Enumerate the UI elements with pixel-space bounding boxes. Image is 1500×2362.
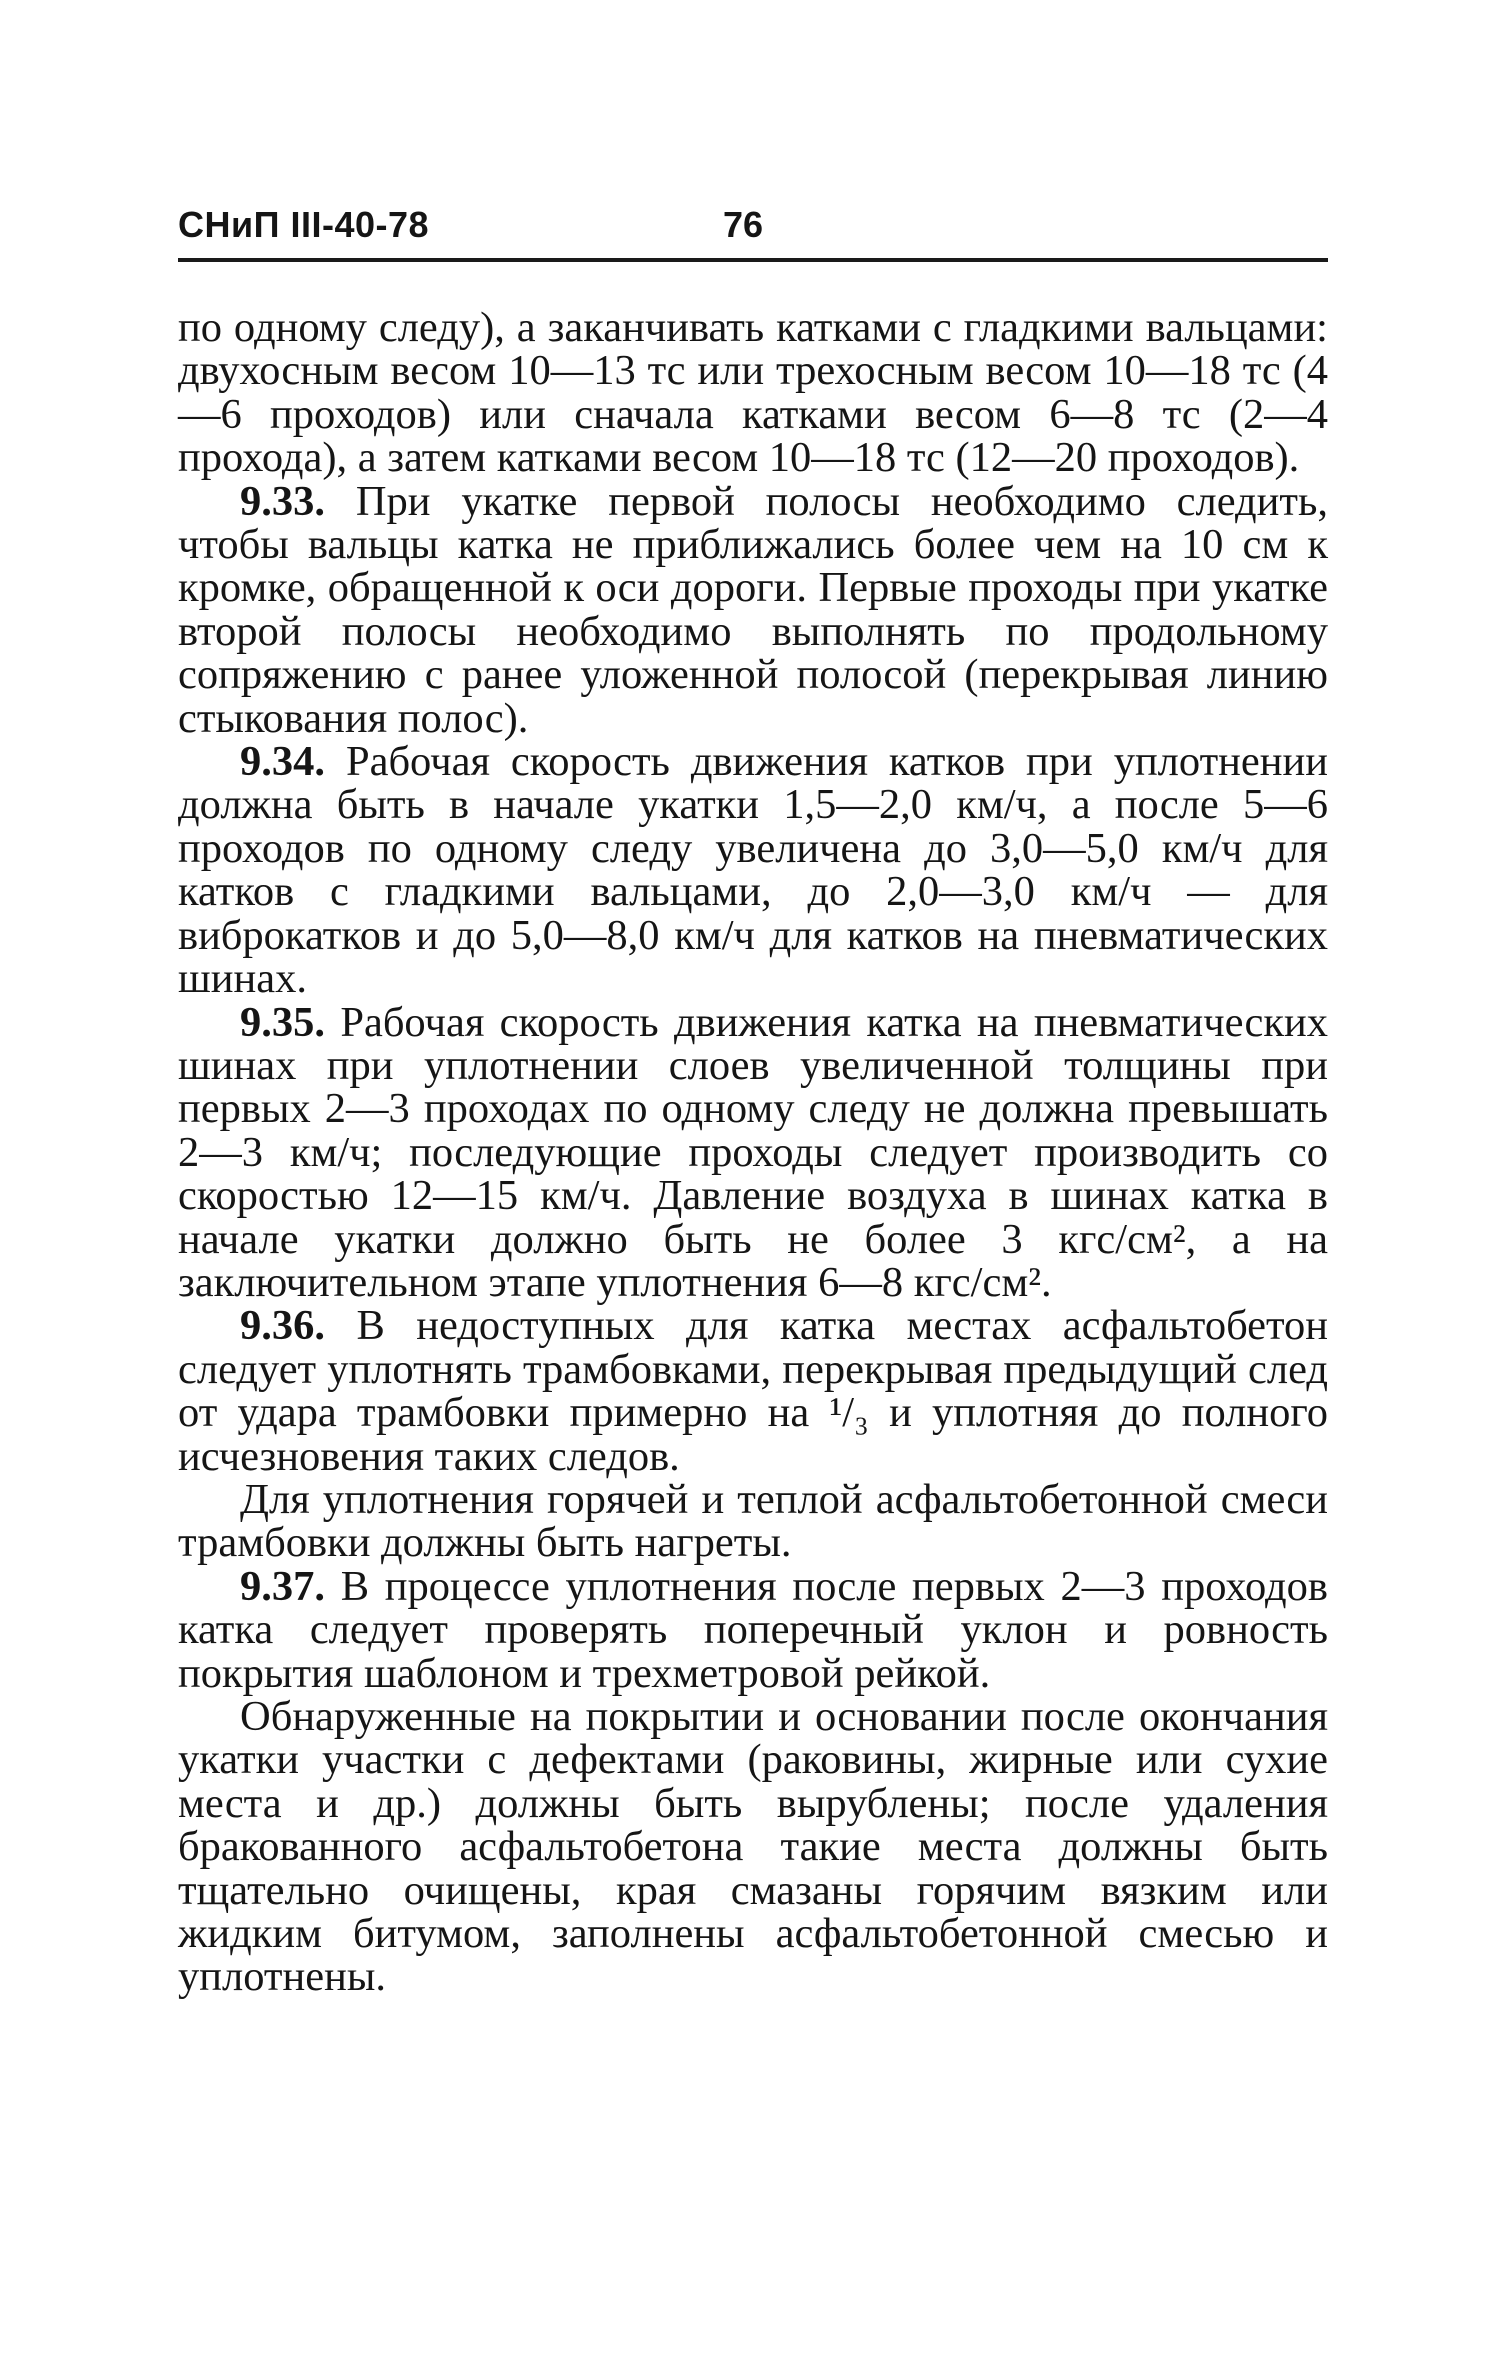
paragraph-text: Обнаруженные на покрытии и основании после окончания укатки участки с дефектами (раковины, жирные или сухие места и др.) должны быть вырублены; после удаления бракованного асфальтобетона такие места должны быть тщательно очищены, края смазаны горячим вязким или жидким битумом, заполнены асфальтобетонной смесью и уплотнены. [178, 1693, 1328, 2001]
paragraph-number: 9.35. [240, 998, 325, 1046]
paragraph-9-36-heating [178, 1475, 1328, 1567]
page-header [178, 196, 1328, 256]
page-number: 76 [723, 204, 764, 245]
paragraph-text: Рабочая скорость движения катков при уплотнении должна быть в начале укатки 1,5—2,0 км/ч, а после 5—6 проходов по одному следу увеличена до 3,0—5,0 км/ч для катков с гладкими вальцами, до 2,0—3,0 км/ч — для виброкатков и до 5,0—8,0 км/ч для катков на пневматических шинах. [178, 738, 1328, 1003]
paragraph-continuation [178, 306, 1328, 480]
header-divider [178, 258, 1328, 262]
document-body [178, 306, 1328, 1999]
paragraph-9-35 [178, 998, 1328, 1306]
paragraph-9-36 [178, 1304, 1328, 1478]
paragraph-text: Рабочая скорость движения катка на пневматических шинах при уплотнении слоев увеличенной толщины при первых 2—3 проходах по одному следу не должна превышать 2—3 км/ч; последующие проходы следует производить со скоростью 12—15 км/ч. Давление воздуха в шинах катка в начале укатки должно быть не более 3 кгс/см², а на заключительном этапе уплотнения 6—8 кгс/см². [178, 998, 1328, 1306]
paragraph-number: 9.37. [240, 1562, 325, 1610]
paragraph-text: по одному следу), а заканчивать катками с гладкими вальцами: двухосным весом 10—13 тс или трехосным весом 10—18 тс (4—6 проходов) или сначала катками весом 6—8 тс (2—4 прохода), а затем катками весом 10—18 тс (12—20 проходов). [178, 304, 1328, 482]
paragraph-number: 9.33. [240, 477, 325, 525]
paragraph-number: 9.36. [240, 1302, 325, 1350]
paragraph-text: В процессе уплотнения после первых 2—3 проходов катка следует проверять поперечный уклон и ровность покрытия шаблоном и трехметровой рейкой. [178, 1562, 1328, 1697]
paragraph-9-33 [178, 477, 1329, 742]
paragraph-text: Для уплотнения горячей и теплой асфальтобетонной смеси трамбовки должны быть нагреты. [178, 1475, 1328, 1567]
document-code: СНиП III-40-78 [178, 204, 430, 245]
paragraph-9-34 [178, 738, 1328, 1003]
paragraph-text: В недоступных для катка местах асфальтобетон следует уплотнять трамбовками, перекрывая предыдущий след от удара трамбовки примерно на ¹/₃ и уплотняя до полного исчезновения таких следов. [178, 1302, 1328, 1480]
paragraph-9-37-defects [178, 1695, 1328, 1999]
paragraph-text: При укатке первой полосы необходимо следить, чтобы вальцы катка не приближались более чем на 10 см к кромке, обращенной к оси дороги. Первые проходы при укатке второй полосы необходимо выполнять по продольному сопряжению с ранее уложенной полосой (перекрывая линию стыкования полос). [178, 477, 1329, 742]
paragraph-number: 9.34. [240, 738, 325, 786]
paragraph-9-37 [178, 1562, 1328, 1697]
